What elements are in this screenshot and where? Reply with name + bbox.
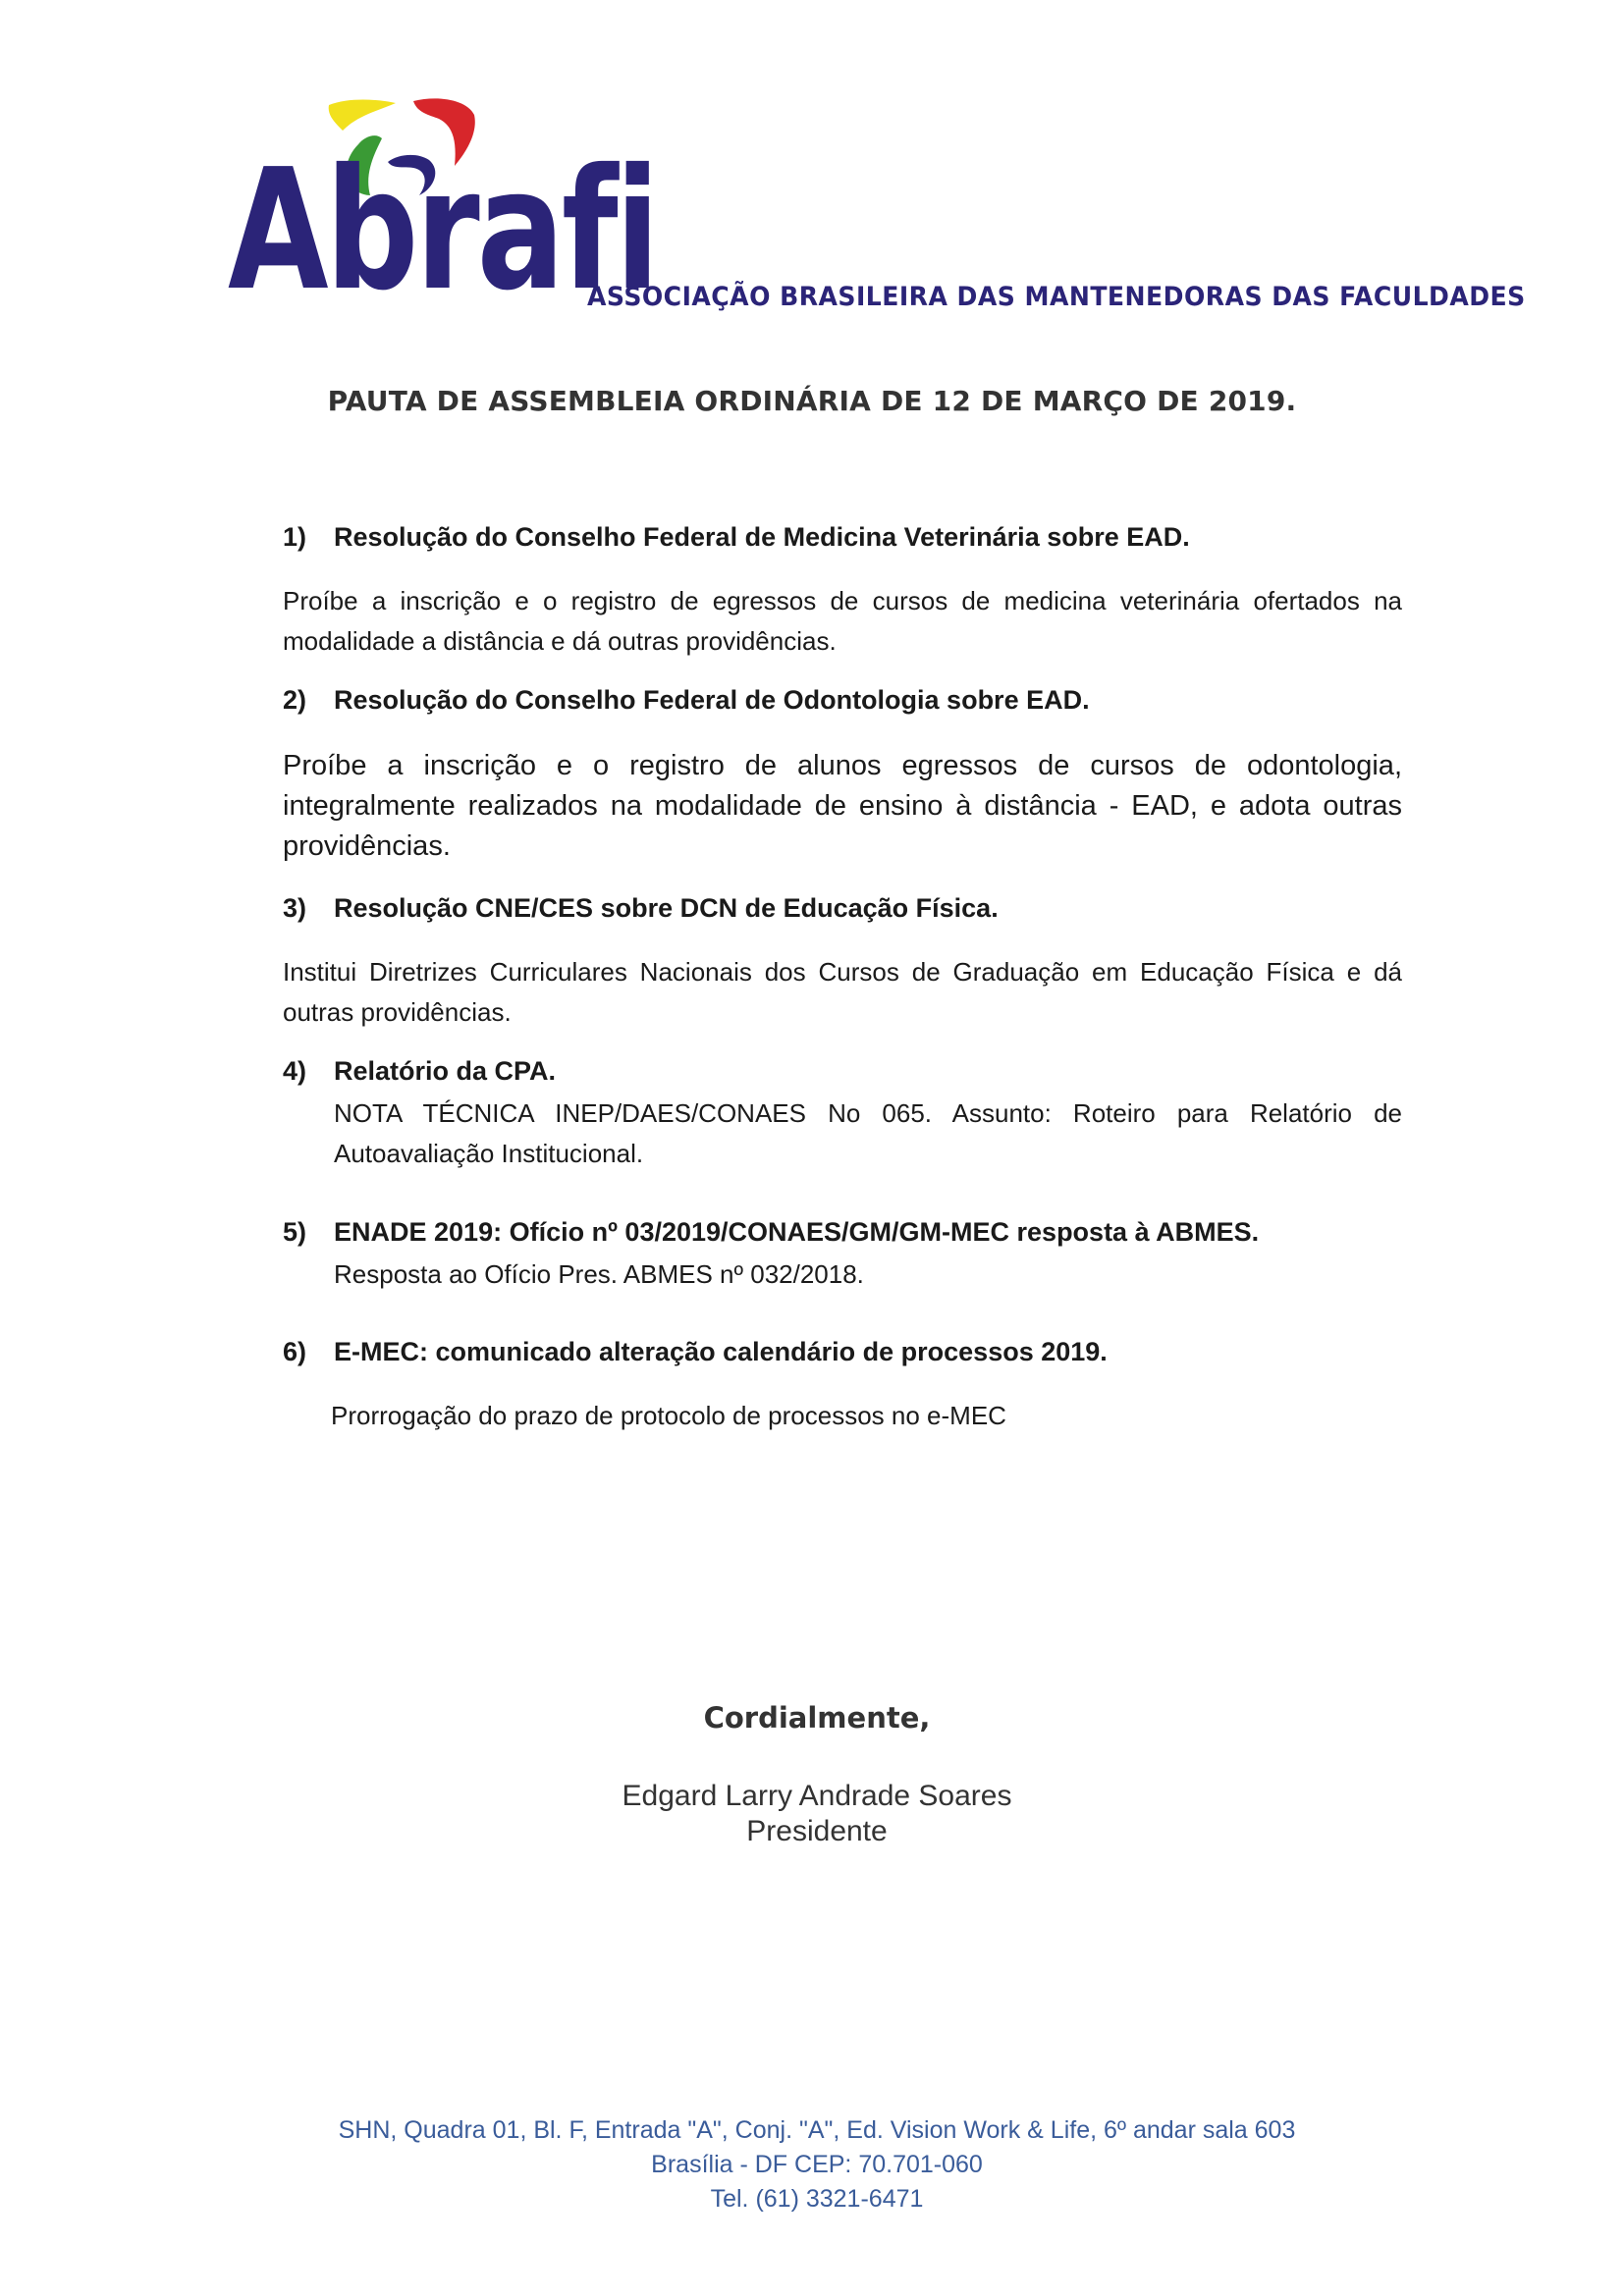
item-description: Proíbe a inscrição e o registro de alunos egressos de cursos de odontologia, integralmente realizados na modalidade de ensino à distância - EAD, e adota outras providências. — [283, 750, 1402, 862]
item-description: NOTA TÉCNICA INEP/DAES/CONAES No 065. Assunto: Roteiro para Relatório de Autoavaliação Institucional. — [334, 1098, 1402, 1168]
footer-city: Brasília - DF CEP: 70.701-060 — [651, 2151, 983, 2178]
item-number: 6) — [283, 1337, 307, 1366]
footer-phone: Tel. (61) 3321-6471 — [710, 2185, 924, 2213]
item-description: Institui Diretrizes Curriculares Nacionais dos Cursos de Graduação em Educação Física e dá outras providências. — [283, 957, 1402, 1027]
item-number: 1) — [283, 522, 307, 552]
association-name: ASSOCIAÇÃO BRASILEIRA DAS MANTENEDORAS DAS FACULDADES — [587, 282, 1526, 312]
signer-role: Presidente — [746, 1815, 888, 1847]
item-number: 5) — [283, 1217, 307, 1247]
signer-name: Edgard Larry Andrade Soares — [622, 1780, 1012, 1812]
footer-contact — [0, 2113, 1624, 2216]
item-number: 2) — [283, 685, 307, 715]
signature-block — [0, 1779, 1624, 1849]
item-description: Resposta ao Ofício Pres. ABMES nº 032/2018. — [334, 1259, 864, 1289]
abrafi-logo-text: Abrafi — [228, 133, 657, 328]
item-number: 3) — [283, 893, 307, 923]
item-number: 4) — [283, 1056, 307, 1086]
item-title: Resolução CNE/CES sobre DCN de Educação Física. — [334, 893, 999, 923]
item-title: Resolução do Conselho Federal de Odontologia sobre EAD. — [334, 685, 1090, 715]
item-description: Proíbe a inscrição e o registro de egressos de cursos de medicina veterinária ofertados na modalidade a distância e dá outras providências. — [283, 586, 1402, 656]
item-title: E-MEC: comunicado alteração calendário de processos 2019. — [334, 1337, 1108, 1366]
document-title: PAUTA DE ASSEMBLEIA ORDINÁRIA DE 12 DE MARÇO DE 2019. — [327, 385, 1297, 417]
item-title: ENADE 2019: Ofício nº 03/2019/CONAES/GM/GM-MEC resposta à ABMES. — [334, 1217, 1260, 1247]
item-description: Prorrogação do prazo de protocolo de processos no e-MEC — [331, 1401, 1006, 1430]
item-title: Relatório da CPA. — [334, 1056, 557, 1086]
footer-address: SHN, Quadra 01, Bl. F, Entrada "A", Conj. "A", Ed. Vision Work & Life, 6º andar sala 603 — [338, 2116, 1296, 2144]
item-title: Resolução do Conselho Federal de Medicina Veterinária sobre EAD. — [334, 522, 1190, 552]
closing-greeting: Cordialmente, — [703, 1701, 931, 1735]
